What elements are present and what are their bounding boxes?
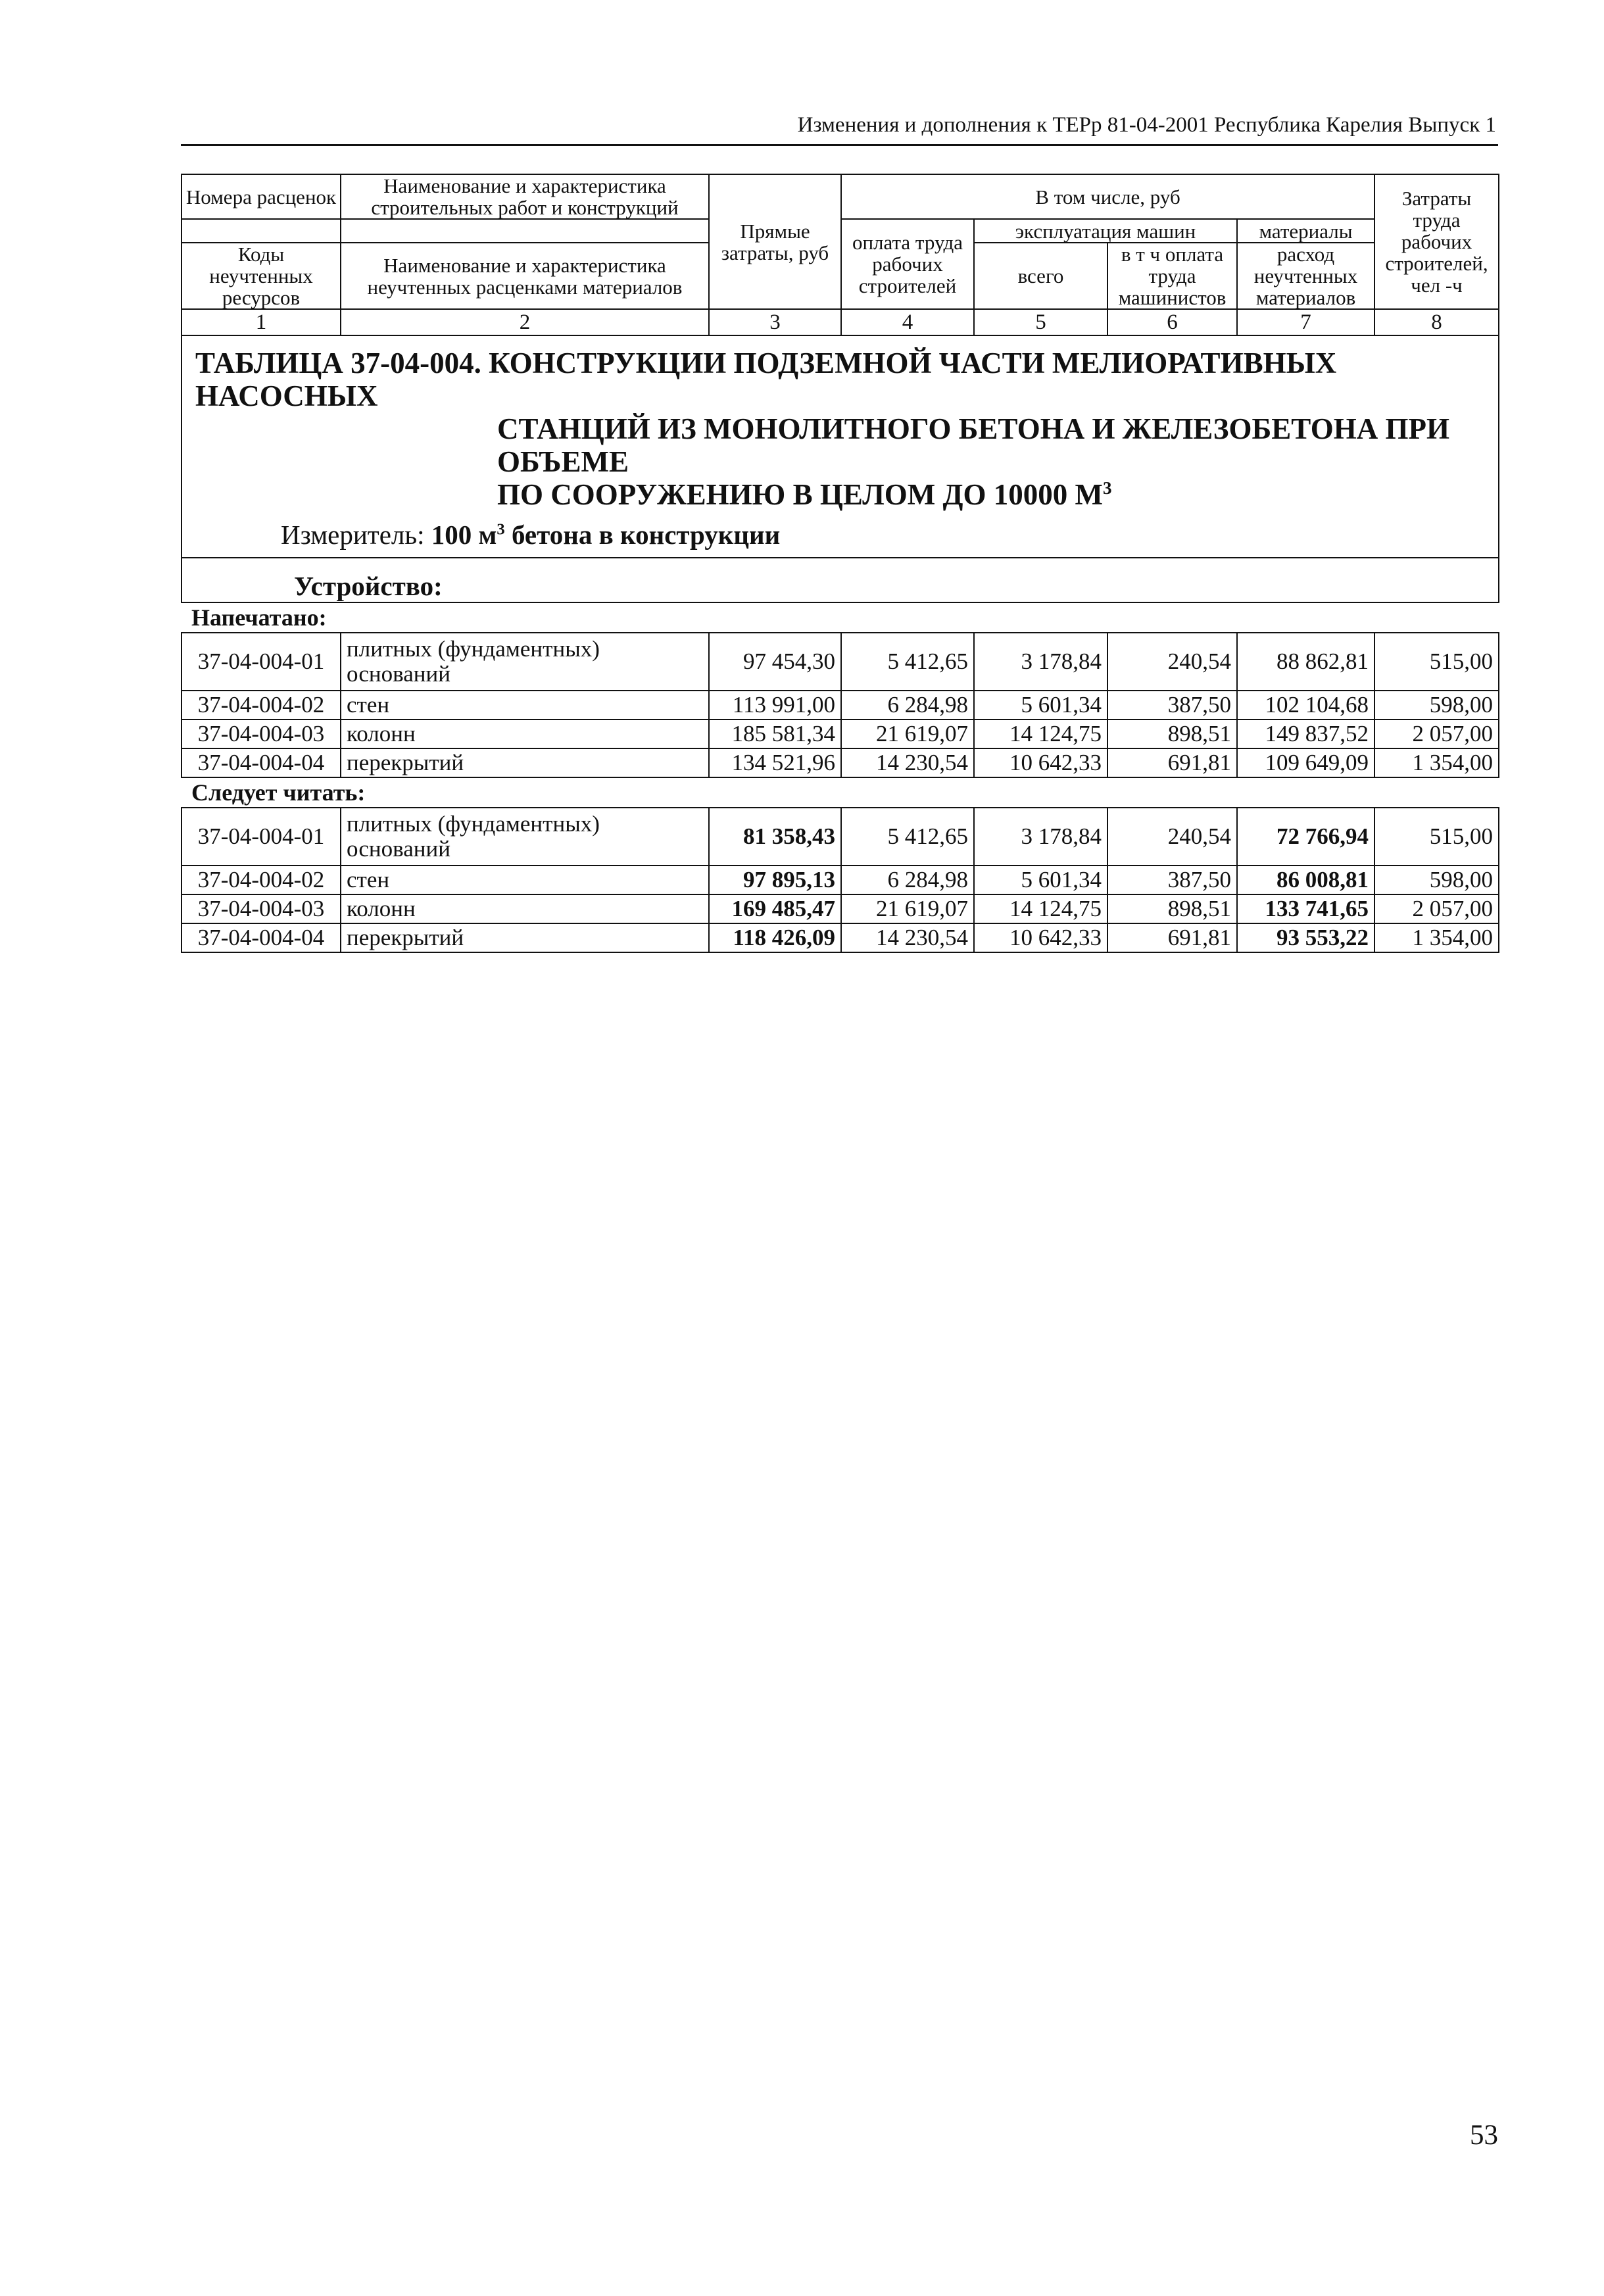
section-title-line-3: ПО СООРУЖЕНИЮ В ЦЕЛОМ ДО 10000 $М^3$ xyxy=(497,478,1112,511)
rate-code: 37-04-004-04 xyxy=(182,923,341,952)
column-number: 4 xyxy=(841,309,974,335)
machines-cost: 14 124,75 xyxy=(974,720,1107,748)
rates-document xyxy=(181,174,1498,953)
col2-spacer xyxy=(341,219,709,243)
page-number: 53 xyxy=(1470,2120,1498,2151)
labor-hours: 598,00 xyxy=(1374,691,1499,720)
table-row xyxy=(182,633,1499,691)
rate-code: 37-04-004-04 xyxy=(182,748,341,777)
rates-table xyxy=(181,174,1499,603)
labor-cost: 6 284,98 xyxy=(841,866,974,894)
operators-cost: 387,50 xyxy=(1107,691,1237,720)
rate-code: 37-04-004-03 xyxy=(182,720,341,748)
labor-hours: 515,00 xyxy=(1374,633,1499,691)
rate-code: 37-04-004-02 xyxy=(182,691,341,720)
machines-cost: 5 601,34 xyxy=(974,866,1107,894)
group-header: В том числе, руб xyxy=(841,174,1374,219)
work-name: колонн xyxy=(341,720,709,748)
work-name: колонн xyxy=(341,894,709,923)
col5-header: всего xyxy=(974,243,1107,309)
materials-cost: 86 008,81 xyxy=(1237,866,1374,894)
labor-hours: 1 354,00 xyxy=(1374,923,1499,952)
column-number: 7 xyxy=(1237,309,1374,335)
printed-label: Напечатано: xyxy=(191,604,327,631)
labor-cost: 14 230,54 xyxy=(841,748,974,777)
materials-cost: 109 649,09 xyxy=(1237,748,1374,777)
labor-hours: 2 057,00 xyxy=(1374,720,1499,748)
running-header: Изменения и дополнения к ТЕРр 81-04-2001 Республика Карелия Выпуск 1 xyxy=(797,113,1496,137)
direct-cost: 113 991,00 xyxy=(709,691,841,720)
labor-hours: 515,00 xyxy=(1374,808,1499,866)
direct-cost: 134 521,96 xyxy=(709,748,841,777)
column-number: 1 xyxy=(182,309,341,335)
labor-cost: 6 284,98 xyxy=(841,691,974,720)
labor-cost: 5 412,65 xyxy=(841,808,974,866)
operators-cost: 898,51 xyxy=(1107,894,1237,923)
materials-cost: 102 104,68 xyxy=(1237,691,1374,720)
direct-cost: 118 426,09 xyxy=(709,923,841,952)
col4-header: оплата труда рабочих строителей xyxy=(841,219,974,309)
direct-cost: 81 358,43 xyxy=(709,808,841,866)
rate-code: 37-04-004-01 xyxy=(182,808,341,866)
column-number-row xyxy=(182,309,1499,335)
section-title-line-2: СТАНЦИЙ ИЗ МОНОЛИТНОГО БЕТОНА И ЖЕЛЕЗОБЕТОНА ПРИ ОБЪЕМЕ xyxy=(497,412,1449,478)
operators-cost: 240,54 xyxy=(1107,633,1237,691)
work-name: плитных (фундаментных) оснований xyxy=(341,808,709,866)
column-number: 6 xyxy=(1107,309,1237,335)
materials-cost: 149 837,52 xyxy=(1237,720,1374,748)
col8-header: Затраты труда рабочих строителей, чел -ч xyxy=(1374,174,1499,309)
machines-cost: 10 642,33 xyxy=(974,923,1107,952)
col1-header-bottom: Коды неучтенных ресурсов xyxy=(182,243,341,309)
col2-header-top: Наименование и характеристика строительных работ и конструкций xyxy=(341,174,709,219)
materials-cost: 72 766,94 xyxy=(1237,808,1374,866)
section-title xyxy=(182,335,1499,558)
corrected-table xyxy=(181,807,1499,953)
work-name: стен xyxy=(341,691,709,720)
work-name: перекрытий xyxy=(341,748,709,777)
labor-hours: 598,00 xyxy=(1374,866,1499,894)
device-label: Устройство: xyxy=(182,558,1499,602)
work-name: перекрытий xyxy=(341,923,709,952)
machines-cost: 5 601,34 xyxy=(974,691,1107,720)
materials-cost: 133 741,65 xyxy=(1237,894,1374,923)
direct-cost: 169 485,47 xyxy=(709,894,841,923)
measure-unit: Измеритель: 100 $м^3$ бетона в конструкции xyxy=(281,520,781,550)
operators-cost: 691,81 xyxy=(1107,923,1237,952)
operators-cost: 691,81 xyxy=(1107,748,1237,777)
rate-code: 37-04-004-01 xyxy=(182,633,341,691)
labor-hours: 2 057,00 xyxy=(1374,894,1499,923)
labor-cost: 21 619,07 xyxy=(841,894,974,923)
table-row xyxy=(182,866,1499,894)
operators-cost: 898,51 xyxy=(1107,720,1237,748)
table-row xyxy=(182,808,1499,866)
machines-cost: 10 642,33 xyxy=(974,748,1107,777)
col1-spacer xyxy=(182,219,341,243)
work-name: плитных (фундаментных) оснований xyxy=(341,633,709,691)
column-number: 3 xyxy=(709,309,841,335)
header-rule xyxy=(181,144,1498,146)
column-number: 2 xyxy=(341,309,709,335)
col7-header: расход неучтенных материалов xyxy=(1237,243,1374,309)
section-title-line-1: ТАБЛИЦА 37-04-004. КОНСТРУКЦИИ ПОДЗЕМНОЙ ЧАСТИ МЕЛИОРАТИВНЫХ НАСОСНЫХ xyxy=(195,347,1337,412)
machines-cost: 3 178,84 xyxy=(974,633,1107,691)
labor-cost: 21 619,07 xyxy=(841,720,974,748)
work-name: стен xyxy=(341,866,709,894)
column-number: 8 xyxy=(1374,309,1499,335)
machines-header: эксплуатация машин xyxy=(974,219,1237,243)
printed-table xyxy=(181,632,1499,778)
operators-cost: 240,54 xyxy=(1107,808,1237,866)
direct-cost: 97 454,30 xyxy=(709,633,841,691)
table-row xyxy=(182,923,1499,952)
materials-cost: 88 862,81 xyxy=(1237,633,1374,691)
col2-header-bottom: Наименование и характеристика неучтенных расценками материалов xyxy=(341,243,709,309)
table-row xyxy=(182,691,1499,720)
machines-cost: 3 178,84 xyxy=(974,808,1107,866)
operators-cost: 387,50 xyxy=(1107,866,1237,894)
rate-code: 37-04-004-03 xyxy=(182,894,341,923)
corrected-label: Следует читать: xyxy=(191,779,366,806)
table-row xyxy=(182,894,1499,923)
table-row xyxy=(182,748,1499,777)
materials-header: материалы xyxy=(1237,219,1374,243)
labor-cost: 14 230,54 xyxy=(841,923,974,952)
labor-cost: 5 412,65 xyxy=(841,633,974,691)
table-row xyxy=(182,720,1499,748)
col1-header-top: Номера расценок xyxy=(182,174,341,219)
column-number: 5 xyxy=(974,309,1107,335)
direct-cost: 185 581,34 xyxy=(709,720,841,748)
machines-cost: 14 124,75 xyxy=(974,894,1107,923)
rate-code: 37-04-004-02 xyxy=(182,866,341,894)
col6-header: в т ч оплата труда машинистов xyxy=(1107,243,1237,309)
labor-hours: 1 354,00 xyxy=(1374,748,1499,777)
direct-cost: 97 895,13 xyxy=(709,866,841,894)
materials-cost: 93 553,22 xyxy=(1237,923,1374,952)
col3-header: Прямые затраты, руб xyxy=(709,174,841,309)
